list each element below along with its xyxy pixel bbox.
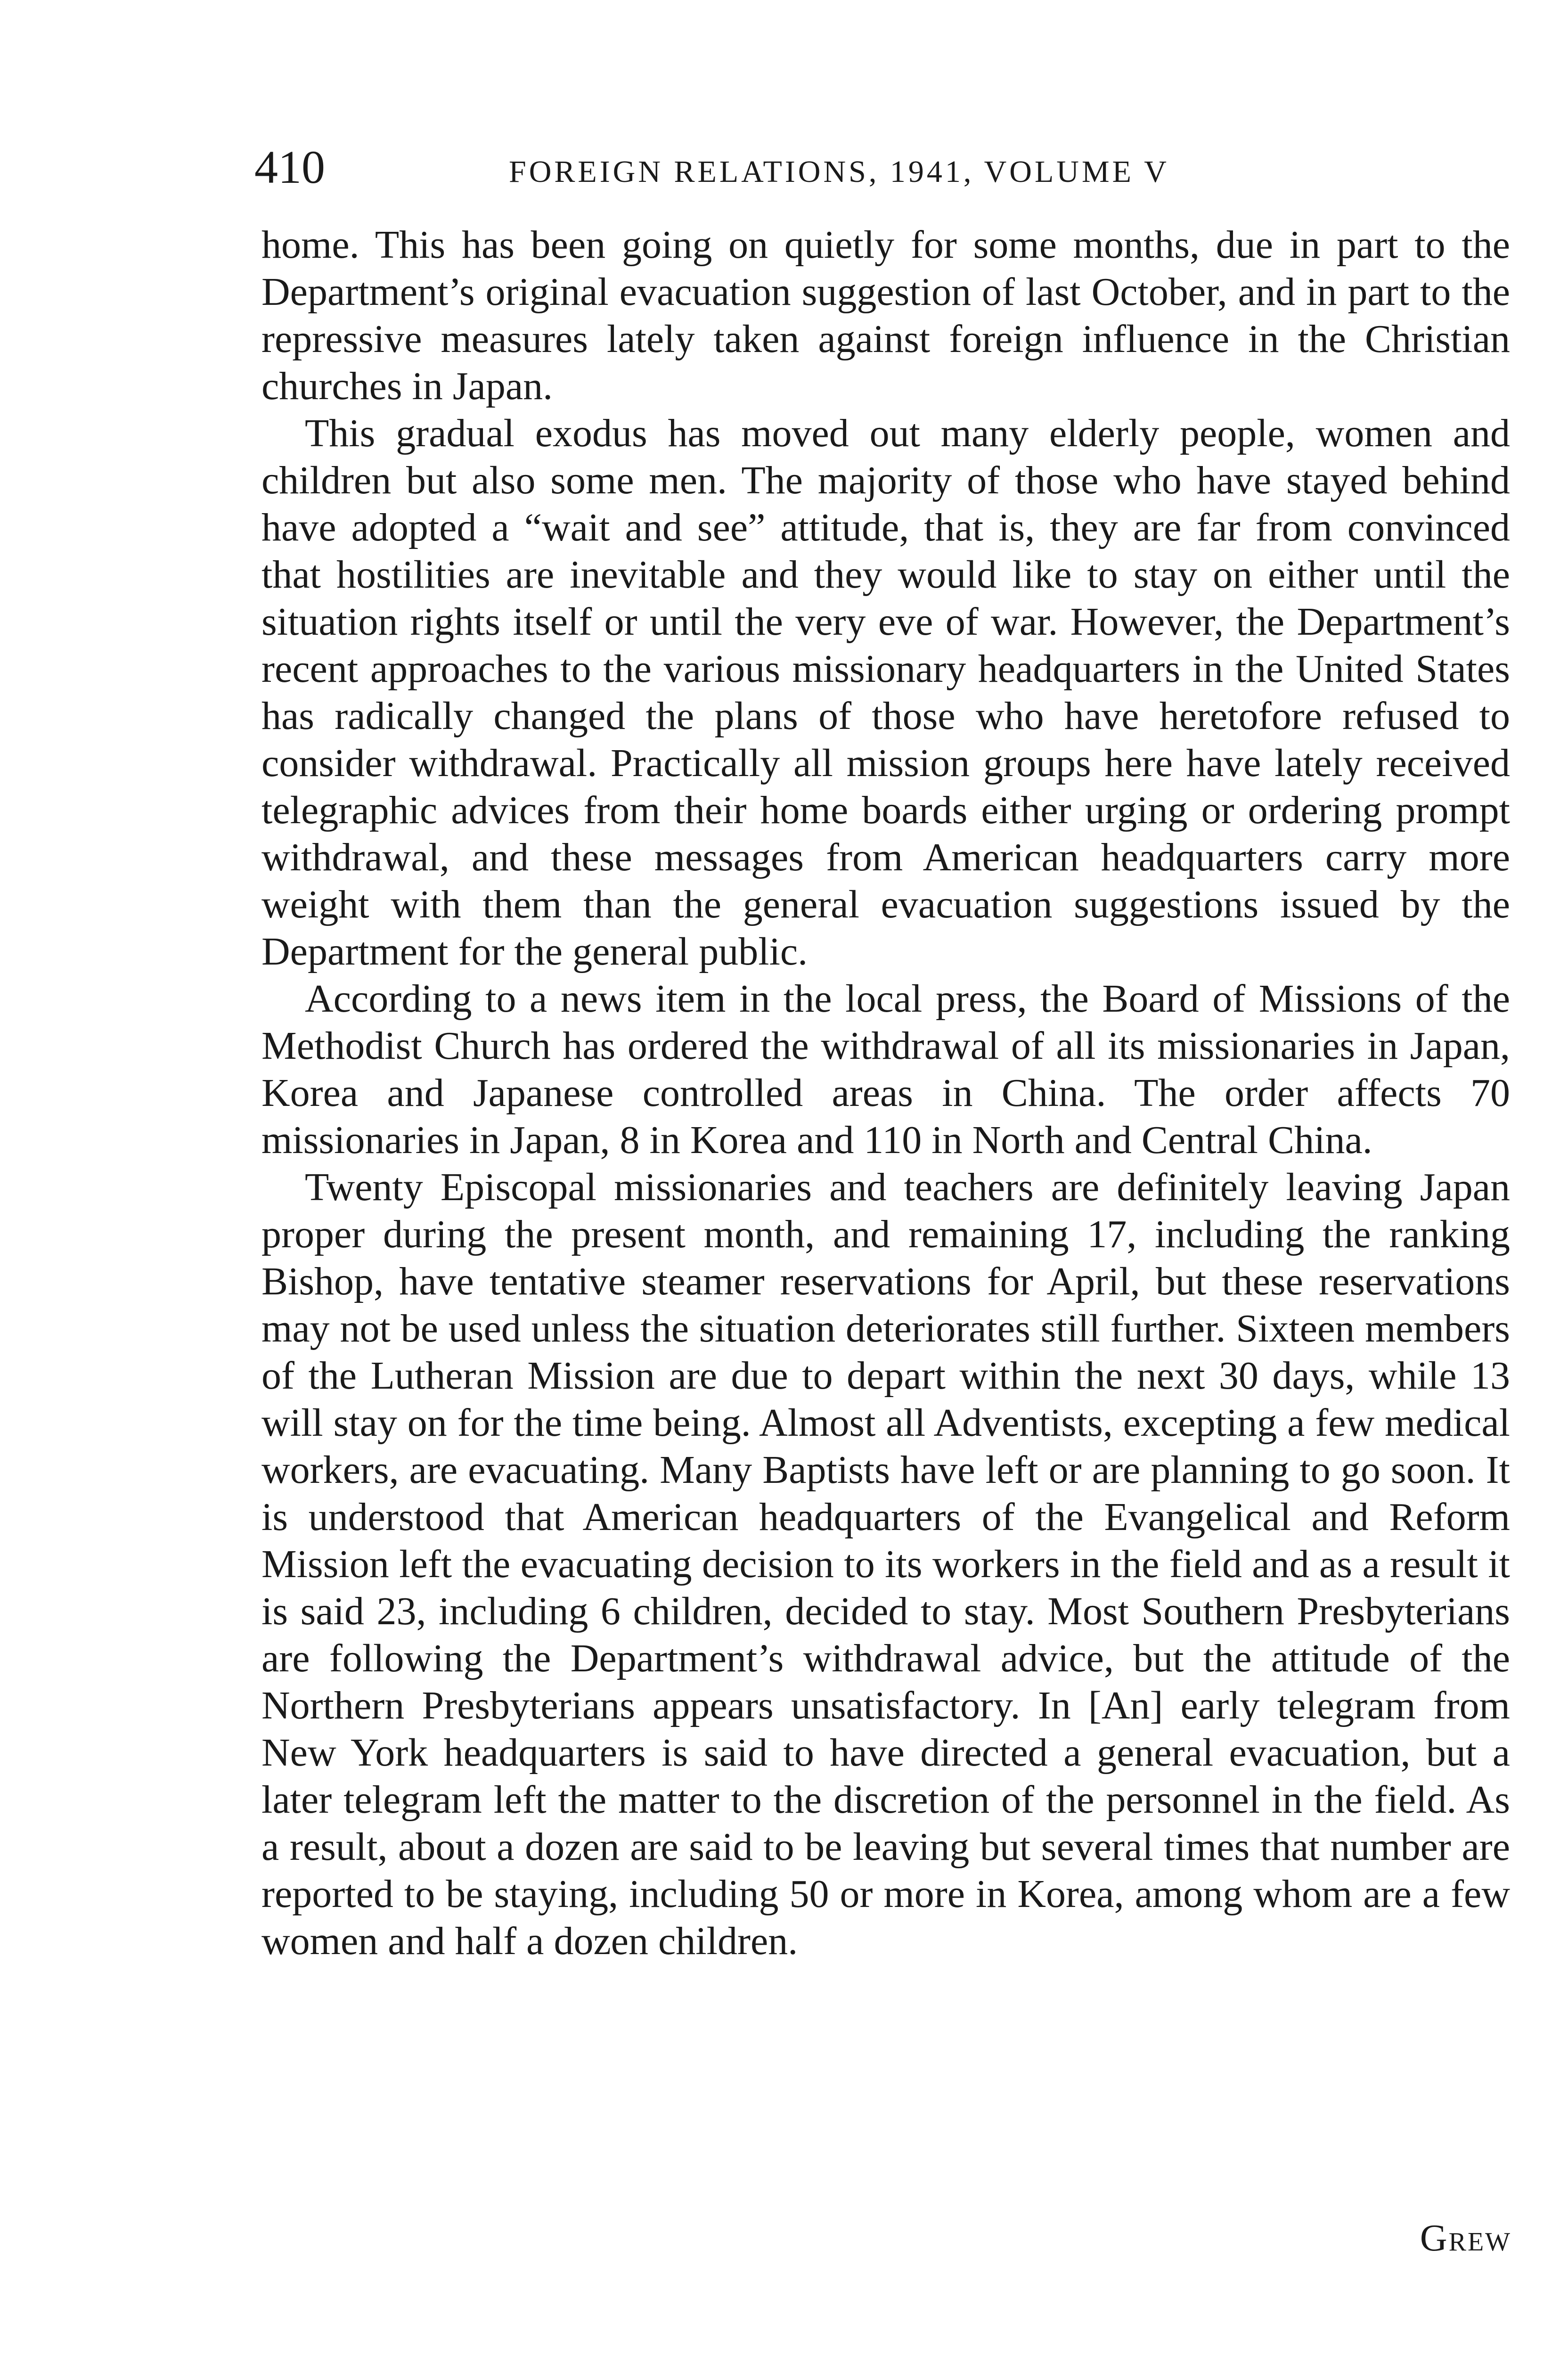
page-number: 410 [254,141,325,193]
paragraph-episcopal: Twenty Episcopal missionaries and teachers are definitely leaving Japan proper during the present month, and remaining 17, including the ranking Bishop, have tentative steamer reservations for April, but these reservations may not be used unless the situation deteriorates still further. Sixteen members of the Lutheran Mission are due to depart within the next 30 days, while 13 will stay on for the time being. Almost all Adventists, excepting a few medical workers, are evacuating. Many Baptists have left or are planning to go soon. It is understood that American headquarters of the Evangelical and Reform Mission left the evacuating decision to its workers in the field and as a result it is said 23, including 6 children, decided to stay. Most Southern Presbyterians are following the Department’s withdrawal advice, but the attitude of the Northern Presbyterians appears unsatisfactory. In [An] early telegram from New York headquarters is said to have directed a general evacuation, but a later telegram left the matter to the discretion of the personnel in the field. As a result, about a dozen are said to be leaving but several times that number are reported to be staying, including 50 or more in Korea, among whom are a few women and half a dozen children. [261,1165,1510,1963]
signature: Grew [1420,2217,1511,2259]
paragraph-methodist: According to a news item in the local press, the Board of Missions of the Methodist Church has ordered the withdrawal of all its missionaries in Japan, Korea and Japanese controlled areas in China. The order affects 70 missionaries in Japan, 8 in Korea and 110 in North and Central China. [261,977,1510,1162]
body-text [261,221,1510,1965]
paragraph-exodus: This gradual exodus has moved out many elderly people, women and children but also some men. The majority of those who have stayed behind have adopted a “wait and see” attitude, that is, they are far from convinced that hostilities are inevitable and they would like to stay on either until the situation rights itself or until the very eve of war. However, the Department’s recent approaches to the various missionary headquarters in the United States has radically changed the plans of those who have heretofore refused to consider withdrawal. Practically all mission groups here have lately received telegraphic advices from their home boards either urging or ordering prompt withdrawal, and these messages from American headquarters carry more weight with them than the general evacuation suggestions issued by the Department for the general public. [261,411,1510,973]
running-title: FOREIGN RELATIONS, 1941, VOLUME V [509,155,1169,189]
paragraph-continued: home. This has been going on quietly for some months, due in part to the Department’s original evacuation suggestion of last October, and in part to the repressive measures lately taken against foreign influence in the Christian churches in Japan. [261,223,1510,408]
running-header [254,137,1517,198]
